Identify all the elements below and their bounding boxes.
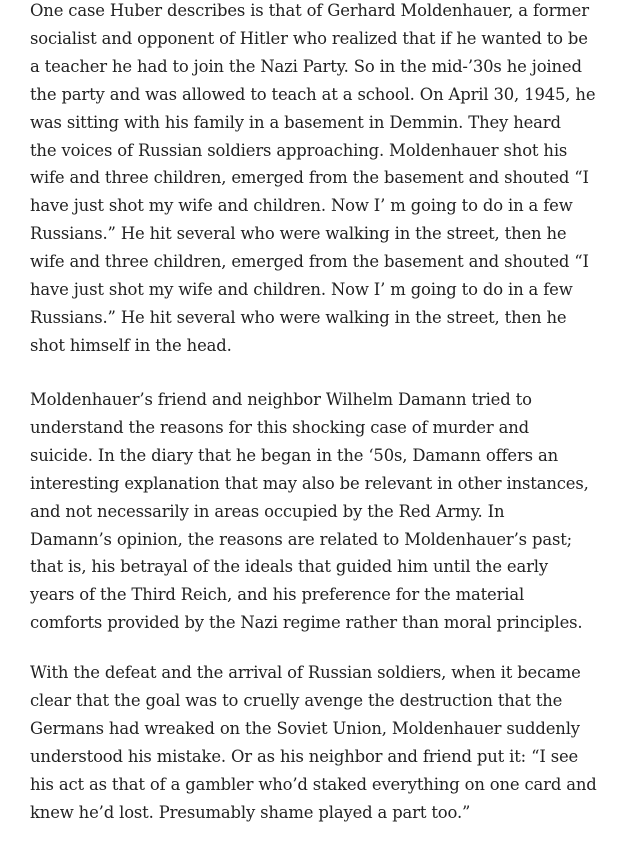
text-line: Germans had wreaked on the Soviet Union, Moldenhauer suddenly bbox=[30, 718, 580, 738]
text-line: have just shot my wife and children. Now I’ m going to do in a few bbox=[30, 280, 573, 300]
text-line: comforts provided by the Nazi regime rather than moral principles. bbox=[30, 613, 583, 633]
text-line: knew he’d lost. Presumably shame played a part too.” bbox=[30, 802, 471, 822]
text-line: With the defeat and the arrival of Russian soldiers, when it became bbox=[30, 663, 581, 682]
text-line: years of the Third Reich, and his preference for the material bbox=[30, 585, 525, 605]
text-line: Moldenhauer’s friend and neighbor Wilhelm Damann tried to bbox=[30, 390, 532, 409]
paragraph-damann-explanation bbox=[30, 386, 589, 637]
text-line: One case Huber describes is that of Gerhard Moldenhauer, a former bbox=[30, 1, 589, 20]
text-line: and not necessarily in areas occupied by the Red Army. In bbox=[30, 501, 505, 521]
paragraph-moldenhauer-case bbox=[30, 0, 595, 360]
text-line: suicide. In the diary that he began in the ‘50s, Damann offers an bbox=[30, 445, 558, 465]
text-line: have just shot my wife and children. Now I’ m going to do in a few bbox=[30, 196, 573, 216]
text-line: wife and three children, emerged from the basement and shouted “I bbox=[30, 168, 589, 188]
text-line: socialist and opponent of Hitler who realized that if he wanted to be bbox=[30, 28, 588, 48]
text-line: wife and three children, emerged from the basement and shouted “I bbox=[30, 252, 589, 272]
text-line: shot himself in the head. bbox=[30, 335, 232, 355]
text-line: Damann’s opinion, the reasons are related to Moldenhauer’s past; bbox=[30, 529, 573, 549]
text-line: was sitting with his family in a basement in Demmin. They heard bbox=[30, 112, 561, 132]
text-line: the party and was allowed to teach at a school. On April 30, 1945, he bbox=[30, 84, 596, 104]
text-line: interesting explanation that may also be relevant in other instances, bbox=[30, 473, 589, 493]
text-line: that is, his betrayal of the ideals that guided him until the early bbox=[30, 557, 548, 577]
text-line: Russians.” He hit several who were walking in the street, then he bbox=[30, 307, 567, 327]
text-line: Russians.” He hit several who were walking in the street, then he bbox=[30, 224, 567, 244]
text-line: understand the reasons for this shocking case of murder and bbox=[30, 417, 529, 437]
text-line: the voices of Russian soldiers approaching. Moldenhauer shot his bbox=[30, 140, 568, 160]
text-line: a teacher he had to join the Nazi Party. So in the mid-’30s he joined bbox=[30, 56, 582, 76]
text-line: clear that the goal was to cruelly avenge the destruction that the bbox=[30, 690, 563, 710]
paragraph-defeat-shame bbox=[30, 659, 597, 826]
text-line: understood his mistake. Or as his neighbor and friend put it: “I see bbox=[30, 746, 579, 766]
text-line: his act as that of a gambler who’d staked everything on one card and bbox=[30, 774, 597, 794]
